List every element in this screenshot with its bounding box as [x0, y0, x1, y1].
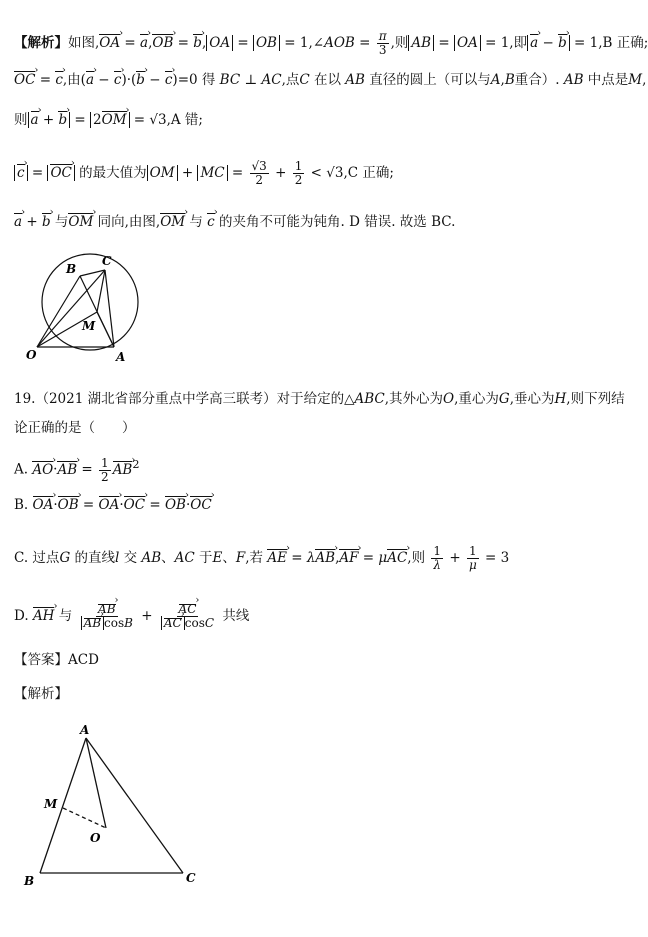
label-A: A	[80, 723, 90, 737]
label-M: M	[82, 319, 96, 333]
label-B: B	[24, 874, 35, 888]
label-C: C	[102, 254, 112, 268]
label-A: A	[116, 350, 126, 364]
label-C: C	[186, 871, 196, 885]
solution-line-1: 【解析】如图,OA › = a ›,OB › = b ›, OA = OB = 1,∠AOB = $\frac{\pi}{3}$ ,则 AB = OA = 1,即 a › − b › = 1,B 正确;	[14, 30, 648, 57]
label-O: O	[90, 831, 101, 845]
solution-line-5: a › + b › 与OM › 同向,由图,OM › 与 c › 的夹角不可能为钝角. D 错误. 故选 BC.	[14, 212, 455, 232]
label-M: M	[44, 797, 58, 811]
answer: 【答案】ACD	[14, 652, 99, 668]
label-B: B	[66, 262, 77, 276]
solution-line-2: OC › = c ›,由(a › − c ›)·(b › − c ›)=0 得 BC ⊥ AC,点C 在以 AB 直径的圆上（可以与A,B重合）. AB 中点是M,	[14, 70, 646, 90]
option-b: B. OA ›·OB › = OA ›·OC › = OB ›·OC ›	[14, 495, 212, 515]
label-O: O	[26, 348, 37, 362]
solution-line-3: 则 a › + b › = 2OM › = √3,A 错;	[14, 110, 203, 130]
triangle-figure	[18, 718, 208, 888]
option-d: D. AH › 与 $\frac{AB ›}{AB › \cos B}$ + $\frac{AC ›}{AC › \cos C}$ 共线	[14, 603, 249, 630]
analysis-heading: 【解析】	[14, 686, 68, 702]
solution-line-4: c › = OC › 的最大值为 OM + MC = $\frac{√3}{2}$ + $\frac{1}{2}$ < √3,C 正确;	[14, 160, 394, 187]
question-stem-2: 论正确的是（ ）	[14, 420, 136, 436]
question-stem-1: 19.（2021 湖北省部分重点中学高三联考）对于给定的△ABC,其外心为O,重心为G,垂心为H,则下列结	[14, 391, 625, 407]
circle-figure	[22, 252, 162, 367]
option-a: A. AO ›·AB › = $\frac{1}{2}$ AB ›$^2$	[14, 455, 140, 484]
option-c: C. 过点G 的直线l 交 AB、AC 于E、F,若 AE › = λAB ›,AF › = μAC ›,则 $\frac{1}{\lambda}$ + $\frac{1}{\mu}$ = 3	[14, 545, 509, 572]
